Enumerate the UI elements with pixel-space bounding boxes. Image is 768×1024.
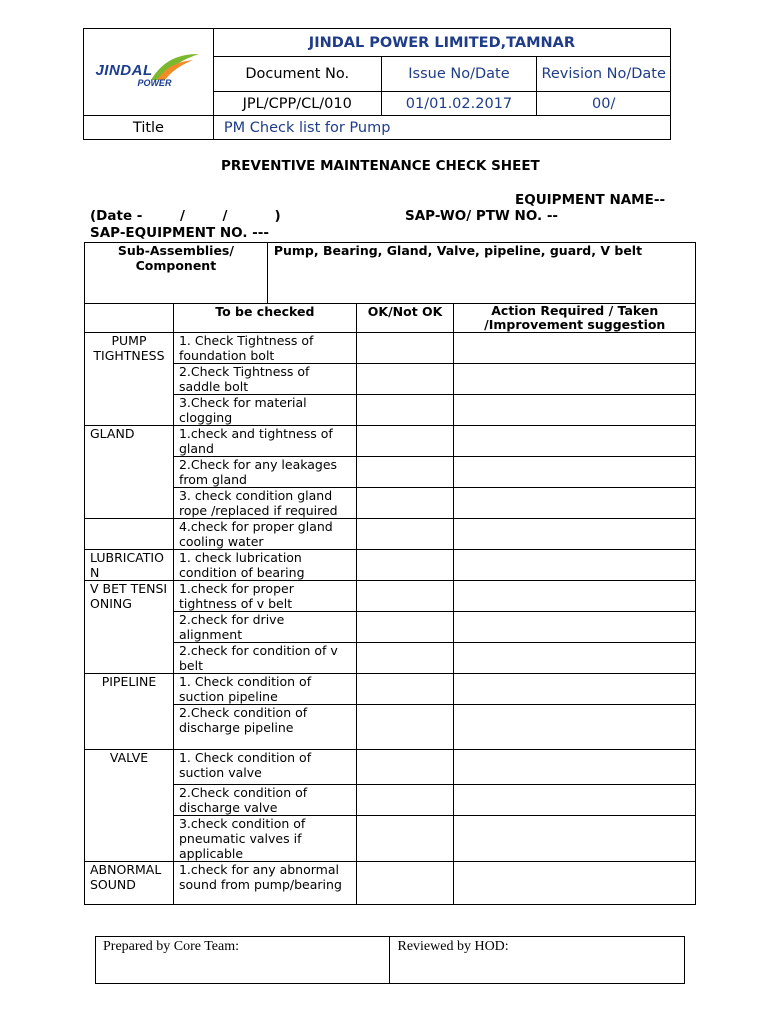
issue-label: Issue No/Date bbox=[381, 57, 537, 92]
sub-assemblies-value: Pump, Bearing, Gland, Valve, pipeline, guard, V belt bbox=[267, 243, 695, 304]
action-cell[interactable] bbox=[454, 862, 696, 905]
group-pipeline: PIPELINE bbox=[85, 674, 174, 750]
reviewed-by: Reviewed by HOD: bbox=[390, 937, 685, 984]
ok-cell[interactable] bbox=[356, 519, 454, 550]
revision-value: 00/ bbox=[537, 92, 671, 116]
check-item: 3. check condition gland rope /replaced if required bbox=[173, 488, 356, 519]
ok-cell[interactable] bbox=[356, 364, 454, 395]
issue-value: 01/01.02.2017 bbox=[381, 92, 537, 116]
sub-assemblies-label: Sub-Assemblies/ Component bbox=[85, 243, 268, 304]
action-cell[interactable] bbox=[454, 519, 696, 550]
ok-cell[interactable] bbox=[356, 333, 454, 364]
ok-cell[interactable] bbox=[356, 816, 454, 862]
ok-cell[interactable] bbox=[356, 426, 454, 457]
ok-cell[interactable] bbox=[356, 612, 454, 643]
group-abnormal-sound: ABNORMAL SOUND bbox=[85, 862, 174, 905]
ok-cell[interactable] bbox=[356, 674, 454, 705]
logo-text-power: POWER bbox=[137, 78, 172, 88]
ok-cell[interactable] bbox=[356, 705, 454, 750]
action-cell[interactable] bbox=[454, 395, 696, 426]
action-cell[interactable] bbox=[454, 785, 696, 816]
equipment-name-label: EQUIPMENT NAME-- bbox=[515, 192, 666, 208]
company-logo bbox=[84, 29, 214, 116]
ok-cell[interactable] bbox=[356, 457, 454, 488]
check-item: 1.check for proper tightness of v belt bbox=[173, 581, 356, 612]
check-item: 2.Check condition of discharge valve bbox=[173, 785, 356, 816]
ok-cell[interactable] bbox=[356, 643, 454, 674]
ok-cell[interactable] bbox=[356, 862, 454, 905]
ok-cell[interactable] bbox=[356, 488, 454, 519]
document-header-table bbox=[83, 28, 671, 140]
group-lubrication: LUBRICATION bbox=[85, 550, 174, 581]
ok-cell[interactable] bbox=[356, 581, 454, 612]
check-item: 1. Check condition of suction pipeline bbox=[173, 674, 356, 705]
doc-no-label: Document No. bbox=[213, 57, 381, 92]
action-cell[interactable] bbox=[454, 581, 696, 612]
col-ok-not-ok: OK/Not OK bbox=[356, 304, 454, 333]
title-value: PM Check list for Pump bbox=[213, 116, 670, 140]
action-cell[interactable] bbox=[454, 674, 696, 705]
ok-cell[interactable] bbox=[356, 395, 454, 426]
sap-equipment-label: SAP-EQUIPMENT NO. --- bbox=[90, 225, 269, 241]
check-item: 1.check and tightness of gland bbox=[173, 426, 356, 457]
action-cell[interactable] bbox=[454, 426, 696, 457]
title-label: Title bbox=[84, 116, 214, 140]
sheet-heading: PREVENTIVE MAINTENANCE CHECK SHEET bbox=[221, 158, 540, 174]
check-item: 2.Check for any leakages from gland bbox=[173, 457, 356, 488]
col-action-required: Action Required / Taken /Improvement suggestion bbox=[454, 304, 696, 333]
check-item: 2.Check condition of discharge pipeline bbox=[173, 705, 356, 750]
check-item: 1. Check Tightness of foundation bolt bbox=[173, 333, 356, 364]
group-gland: GLAND bbox=[85, 426, 174, 519]
doc-no-value: JPL/CPP/CL/010 bbox=[213, 92, 381, 116]
check-item: 1. Check condition of suction valve bbox=[173, 750, 356, 785]
ok-cell[interactable] bbox=[356, 785, 454, 816]
check-item: 3.Check for material clogging bbox=[173, 395, 356, 426]
check-item: 3.check condition of pneumatic valves if applicable bbox=[173, 816, 356, 862]
blank-group-cell bbox=[85, 519, 174, 550]
revision-label: Revision No/Date bbox=[537, 57, 671, 92]
signature-table bbox=[95, 936, 685, 984]
sap-wo-label: SAP-WO/ PTW NO. -- bbox=[405, 208, 559, 224]
check-item: 2.check for condition of v belt bbox=[173, 643, 356, 674]
check-item: 1. check lubrication condition of bearing bbox=[173, 550, 356, 581]
check-item: 4.check for proper gland cooling water bbox=[173, 519, 356, 550]
action-cell[interactable] bbox=[454, 333, 696, 364]
ok-cell[interactable] bbox=[356, 750, 454, 785]
action-cell[interactable] bbox=[454, 488, 696, 519]
company-name: JINDAL POWER LIMITED,TAMNAR bbox=[213, 29, 670, 57]
prepared-by: Prepared by Core Team: bbox=[96, 937, 390, 984]
date-line: (Date - / / ) bbox=[90, 208, 281, 224]
group-valve: VALVE bbox=[85, 750, 174, 862]
action-cell[interactable] bbox=[454, 643, 696, 674]
action-cell[interactable] bbox=[454, 550, 696, 581]
check-item: 1.check for any abnormal sound from pump/bearing bbox=[173, 862, 356, 905]
ok-cell[interactable] bbox=[356, 550, 454, 581]
check-table bbox=[84, 242, 696, 905]
action-cell[interactable] bbox=[454, 816, 696, 862]
action-cell[interactable] bbox=[454, 457, 696, 488]
group-v-belt: V BET TENSIONING bbox=[85, 581, 174, 674]
col-to-be-checked: To be checked bbox=[173, 304, 356, 333]
action-cell[interactable] bbox=[454, 612, 696, 643]
action-cell[interactable] bbox=[454, 750, 696, 785]
header-blank-cell bbox=[85, 304, 174, 333]
action-cell[interactable] bbox=[454, 705, 696, 750]
logo-text-jindal: JINDAL bbox=[95, 62, 153, 79]
group-pump-tightness: PUMP TIGHTNESS bbox=[85, 333, 174, 426]
action-cell[interactable] bbox=[454, 364, 696, 395]
check-item: 2.check for drive alignment bbox=[173, 612, 356, 643]
check-item: 2.Check Tightness of saddle bolt bbox=[173, 364, 356, 395]
